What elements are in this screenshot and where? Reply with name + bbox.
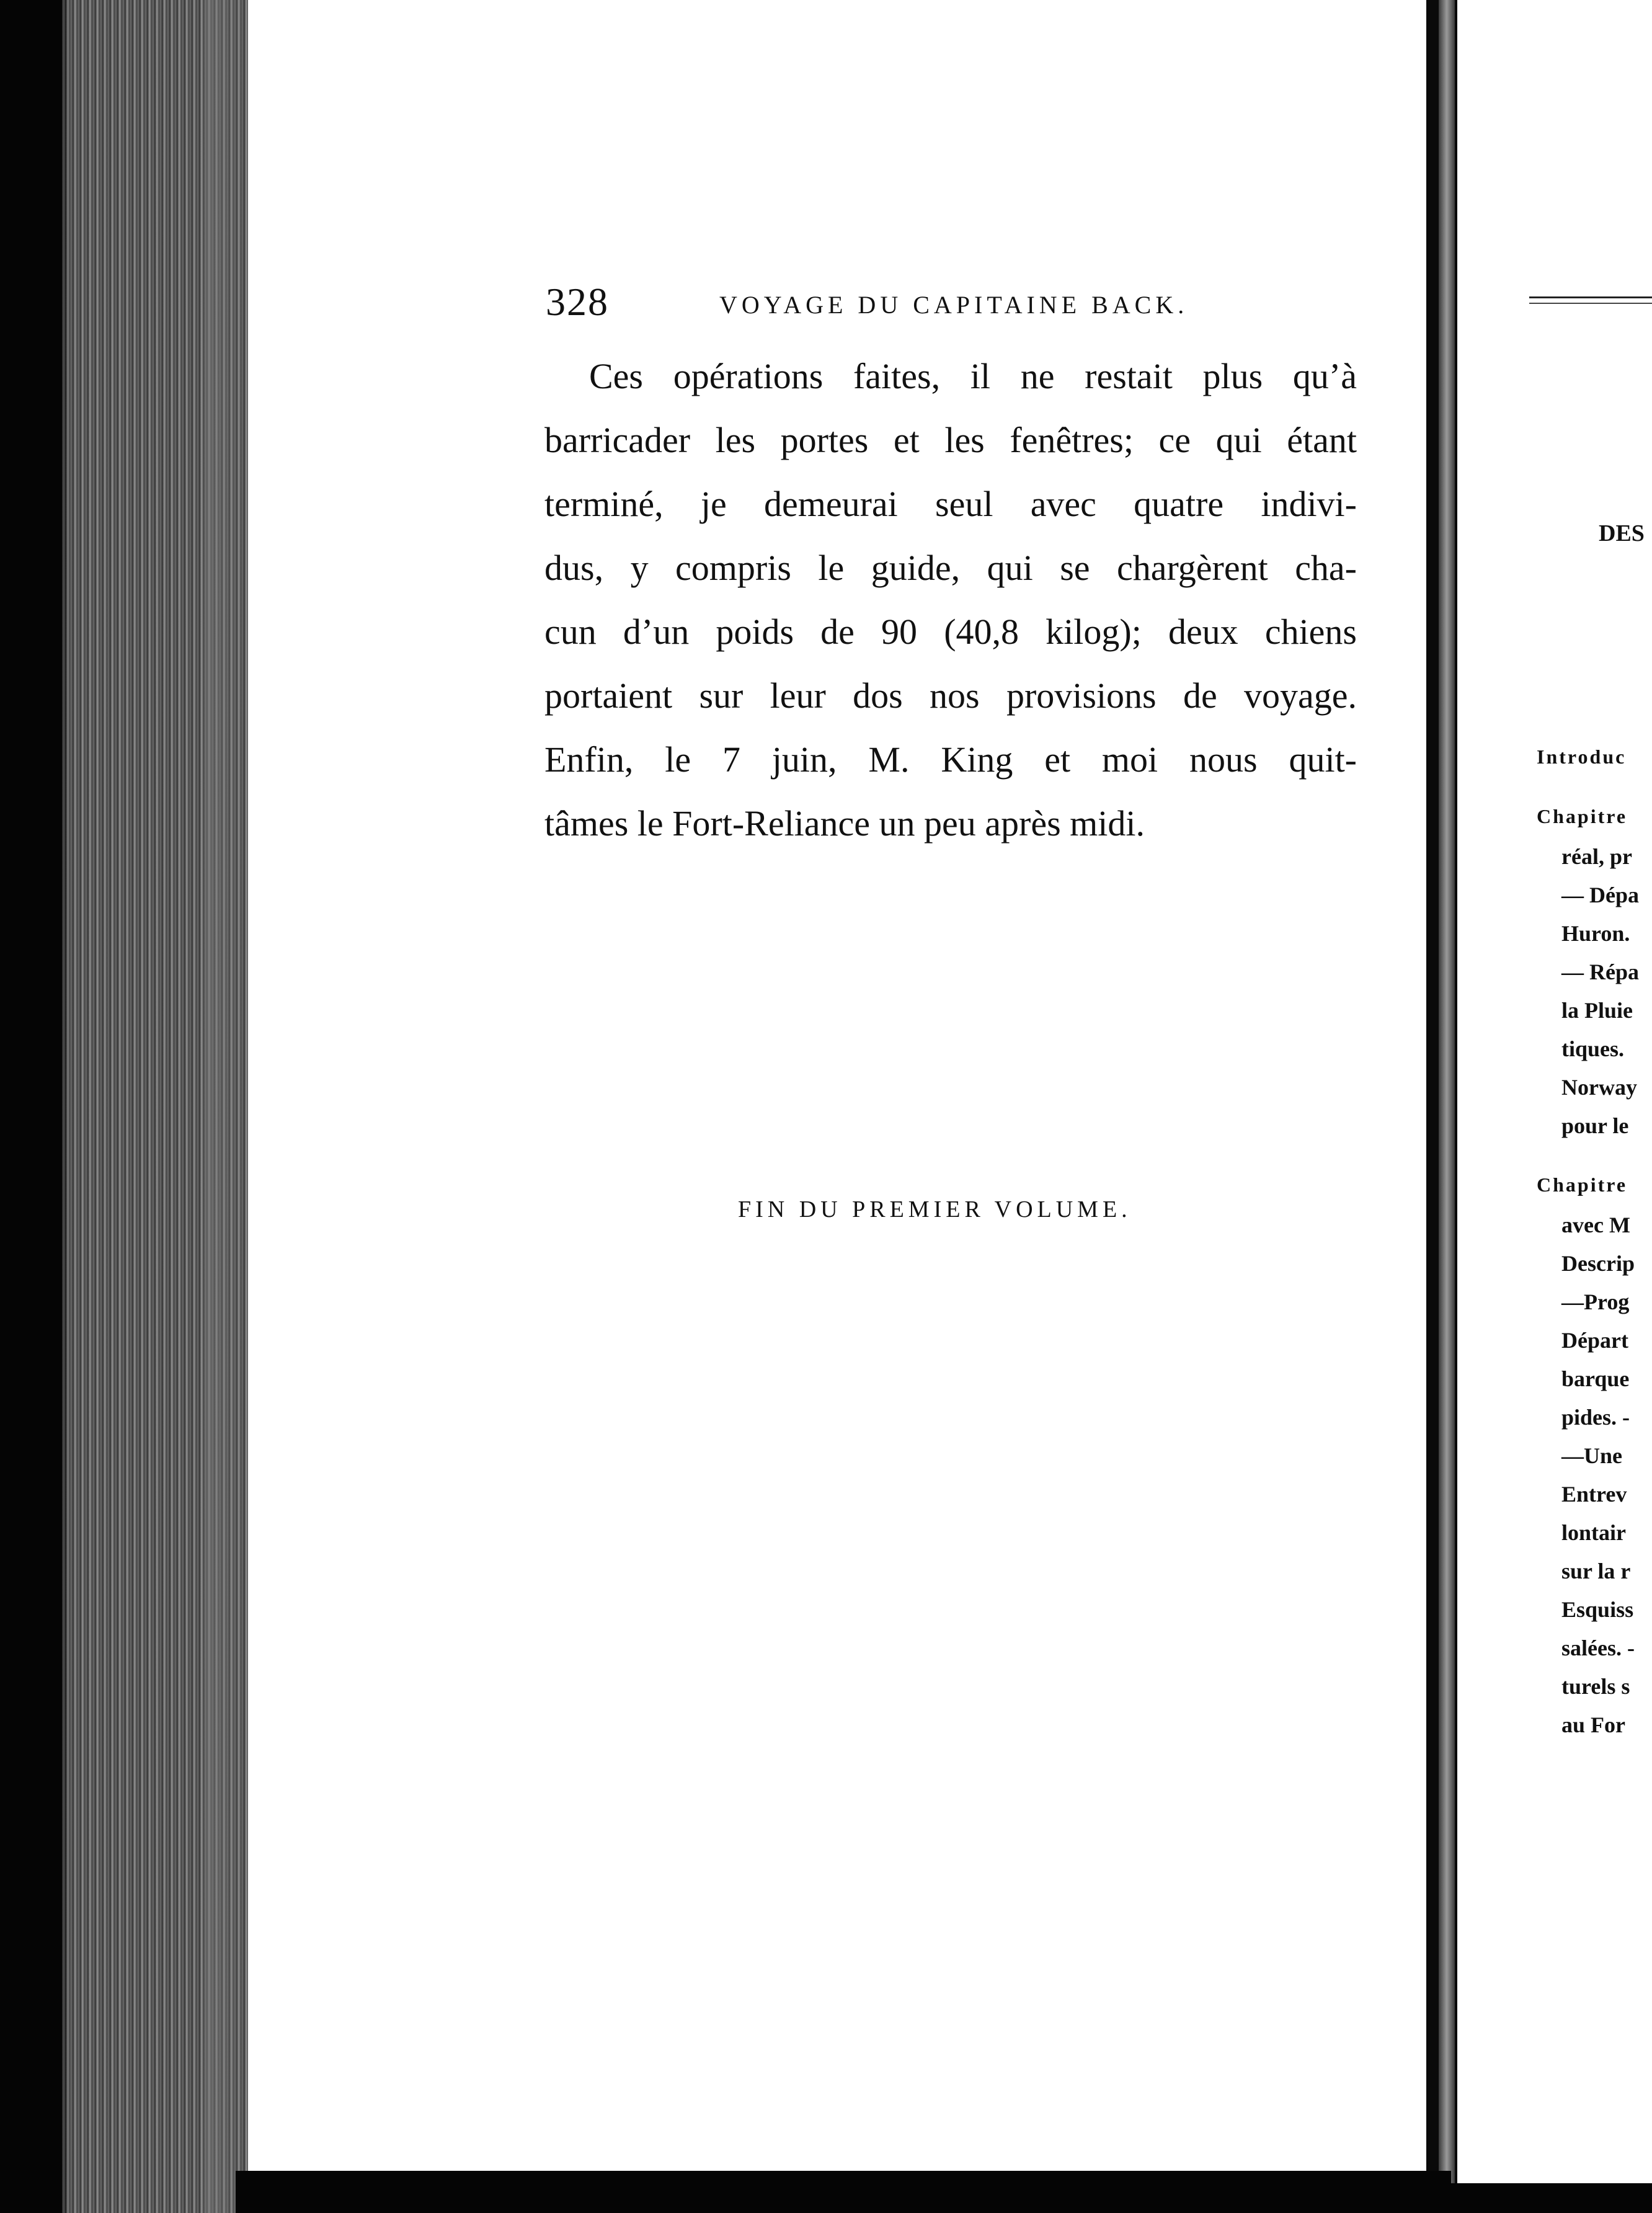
- text-line: terminé, je demeurai seul avec quatre indivi-: [544, 484, 1357, 524]
- scan-border-left: [0, 0, 68, 2213]
- text-line: dus, y compris le guide, qui se chargèrent cha-: [544, 548, 1357, 588]
- text-line: Ces opérations faites, il ne restait plus qu’à: [589, 356, 1357, 396]
- end-of-volume-note: FIN DU PREMIER VOLUME.: [738, 1196, 1132, 1222]
- toc-fragment: salées. -: [1561, 1636, 1635, 1660]
- text-line: barricader les portes et les fenêtres; ce qui étant: [544, 420, 1357, 460]
- header-title: VOYAGE DU CAPITAINE BACK.: [719, 291, 1189, 319]
- scan-border-bottom-right: [1451, 2183, 1652, 2213]
- toc-fragment: turels s: [1561, 1674, 1630, 1699]
- page-edge-shadow: [205, 0, 248, 2213]
- toc-fragment: Descrip: [1561, 1251, 1635, 1276]
- toc-fragment: la Pluie: [1561, 998, 1633, 1023]
- toc-fragment: Chapitre: [1537, 805, 1628, 827]
- toc-fragment: Huron.: [1561, 921, 1630, 946]
- facing-page: [1525, 0, 1652, 2183]
- toc-fragment: sur la r: [1561, 1559, 1631, 1583]
- toc-fragment: réal, pr: [1561, 844, 1632, 869]
- text-line: cun d’un poids de 90 (40,8 kilog); deux chiens: [544, 612, 1357, 652]
- toc-fragment: lontair: [1561, 1520, 1626, 1545]
- toc-fragment: pour le: [1561, 1113, 1629, 1138]
- text-line: portaient sur leur dos nos provisions de voyage.: [544, 675, 1357, 716]
- running-head: [546, 279, 1228, 329]
- toc-fragment: au For: [1561, 1712, 1625, 1737]
- toc-fragment: — Répa: [1561, 960, 1639, 984]
- text-line: tâmes le Fort-Reliance un peu après midi.: [544, 803, 1145, 844]
- facing-heading: DES: [1599, 520, 1645, 546]
- toc-fragment: Entrev: [1561, 1482, 1627, 1507]
- toc-fragment: Introduc: [1537, 746, 1627, 768]
- toc-fragment: avec M: [1561, 1213, 1630, 1237]
- text-line: Enfin, le 7 juin, M. King et moi nous quit-: [544, 739, 1357, 780]
- toc-fragment: Esquiss: [1561, 1597, 1634, 1622]
- toc-fragment: —Prog: [1561, 1289, 1630, 1314]
- toc-fragment: — Dépa: [1561, 883, 1639, 907]
- toc-fragment: Départ: [1561, 1328, 1628, 1353]
- toc-fragment: Norway: [1561, 1075, 1637, 1100]
- toc-fragment: —Une: [1561, 1443, 1622, 1468]
- toc-fragment: Chapitre: [1537, 1173, 1628, 1196]
- scan-border-bottom: [236, 2171, 1451, 2213]
- gutter-shadow: [1439, 0, 1455, 2213]
- toc-fragment: barque: [1561, 1366, 1630, 1391]
- toc-fragment: tiques.: [1561, 1036, 1625, 1061]
- toc-fragment: pides. -: [1561, 1405, 1630, 1430]
- body-paragraph: [544, 344, 1357, 855]
- page-number: 328: [546, 280, 609, 324]
